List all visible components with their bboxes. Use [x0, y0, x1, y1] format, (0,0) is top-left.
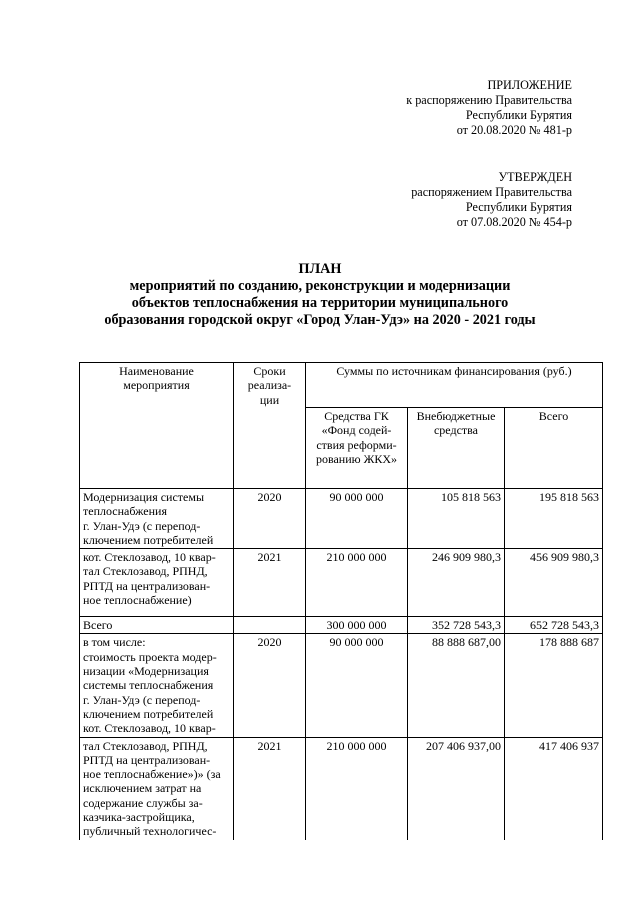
row-extra: 352 728 543,3 — [408, 617, 505, 634]
row-name: кот. Стеклозавод, 10 квар- тал Стеклозавод, РПНД, РПТД на централизован- ное теплоснабжение) — [80, 549, 234, 617]
row-total: 456 909 980,3 — [505, 549, 603, 617]
row-fund: 210 000 000 — [306, 549, 408, 617]
row-name: в том числе: стоимость проекта модер- низации «Модернизация системы теплоснабжения г. Улан-Удэ (с перепод- ключением потребителей кот. Стеклозавод, 10 квар- — [80, 634, 234, 737]
appendix-heading: ПРИЛОЖЕНИЕ — [487, 78, 572, 92]
appendix-line-3: от 20.08.2020 № 481-р — [456, 123, 572, 137]
funding-table — [79, 362, 603, 840]
title-line-3: объектов теплоснабжения на территории муниципального — [131, 295, 509, 311]
row-name: Модернизация системы теплоснабжения г. Улан-Удэ (с перепод- ключением потребителей — [80, 489, 234, 549]
row-fund: 90 000 000 — [306, 634, 408, 737]
row-year: 2020 — [234, 489, 306, 549]
row-extra: 105 818 563 — [408, 489, 505, 549]
row-total: 652 728 543,3 — [505, 617, 603, 634]
row-extra: 88 888 687,00 — [408, 634, 505, 737]
row-extra: 207 406 937,00 — [408, 737, 505, 840]
header-fund: Средства ГК «Фонд содей- ствия реформи- рованию ЖКХ» — [306, 408, 408, 489]
table-header-row — [80, 363, 603, 408]
approved-block — [411, 170, 572, 230]
row-fund: 90 000 000 — [306, 489, 408, 549]
header-total: Всего — [505, 408, 603, 489]
row-total: 178 888 687 — [505, 634, 603, 737]
row-year: 2021 — [234, 737, 306, 840]
header-funding: Суммы по источникам финансирования (руб.) — [306, 363, 603, 408]
approved-line-1: распоряжением Правительства — [411, 185, 572, 199]
table-row — [80, 634, 603, 737]
approved-line-2: Республики Бурятия — [465, 200, 572, 214]
header-extra: Внебюджетные средства — [408, 408, 505, 489]
row-year — [234, 617, 306, 634]
table-row — [80, 737, 603, 840]
row-year: 2020 — [234, 634, 306, 737]
title-plan: ПЛАН — [298, 261, 342, 277]
appendix-line-1: к распоряжению Правительства — [406, 93, 572, 107]
title-line-4: образования городской округ «Город Улан-Удэ» на 2020 - 2021 годы — [104, 312, 536, 328]
table-row-total — [80, 617, 603, 634]
row-extra: 246 909 980,3 — [408, 549, 505, 617]
row-name: Всего — [80, 617, 234, 634]
appendix-line-2: Республики Бурятия — [465, 108, 572, 122]
approved-heading: УТВЕРЖДЕН — [498, 170, 572, 184]
row-total: 417 406 937 — [505, 737, 603, 840]
row-total: 195 818 563 — [505, 489, 603, 549]
row-year: 2021 — [234, 549, 306, 617]
row-fund: 210 000 000 — [306, 737, 408, 840]
approved-line-3: от 07.08.2020 № 454-р — [456, 215, 572, 229]
row-name: тал Стеклозавод, РПНД, РПТД на централизован- ное теплоснабжение»)» (за исключением затрат на содержание службы за- казчика-застройщика, публичный технологичес- — [80, 737, 234, 840]
header-name: Наименование мероприятия — [80, 363, 234, 489]
table-row — [80, 549, 603, 617]
title-line-2: мероприятий по созданию, реконструкции и модернизации — [129, 278, 511, 294]
appendix-block — [406, 78, 572, 138]
header-period: Сроки реализа- ции — [234, 363, 306, 489]
table-row — [80, 489, 603, 549]
document-title — [60, 261, 580, 329]
row-fund: 300 000 000 — [306, 617, 408, 634]
